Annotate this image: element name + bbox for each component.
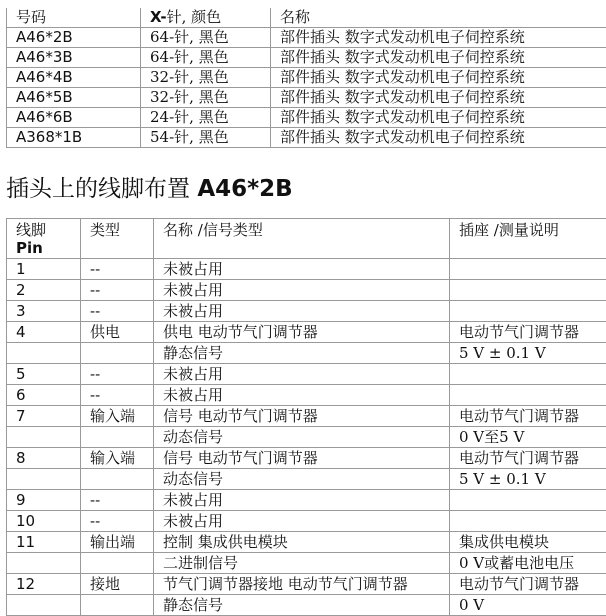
- pin-number: 10: [7, 511, 81, 532]
- pin-table: [6, 218, 606, 616]
- pin-signal-name: 动态信号: [154, 469, 450, 490]
- parts-row: [7, 48, 606, 68]
- parts-row: [7, 28, 606, 48]
- header-signal-name: 名称 /信号类型: [154, 219, 450, 259]
- pin-row: [7, 406, 606, 427]
- header-number: 号码: [7, 8, 141, 28]
- pin-row: [7, 553, 606, 574]
- pin-type: --: [81, 301, 154, 322]
- pin-type: --: [81, 385, 154, 406]
- pin-row: [7, 280, 606, 301]
- pin-socket-note: [450, 301, 606, 322]
- pin-type: [81, 427, 154, 448]
- part-pins-color: 24-针, 黑色: [141, 108, 271, 128]
- pin-signal-name: 静态信号: [154, 595, 450, 616]
- part-name: 部件插头 数字式发动机电子伺控系统: [271, 68, 606, 88]
- pin-type: 供电: [81, 322, 154, 343]
- pin-socket-note: 5 V ± 0.1 V: [450, 469, 606, 490]
- part-name: 部件插头 数字式发动机电子伺控系统: [271, 28, 606, 48]
- pin-socket-note: 0 V或蓄电池电压: [450, 553, 606, 574]
- pin-signal-name: 控制 集成供电模块: [154, 532, 450, 553]
- header-pins-color: X-针, 颜色: [141, 8, 271, 28]
- pin-signal-name: 信号 电动节气门调节器: [154, 406, 450, 427]
- pin-row: [7, 343, 606, 364]
- pin-type: --: [81, 364, 154, 385]
- pin-row: [7, 364, 606, 385]
- part-pins-color: 32-针, 黑色: [141, 68, 271, 88]
- pin-socket-note: 电动节气门调节器: [450, 448, 606, 469]
- pin-row: [7, 448, 606, 469]
- part-name: 部件插头 数字式发动机电子伺控系统: [271, 108, 606, 128]
- part-number: A46*3B: [7, 48, 141, 68]
- header-name: 名称: [271, 8, 606, 28]
- pin-number: [7, 595, 81, 616]
- pin-signal-name: 二进制信号: [154, 553, 450, 574]
- pin-signal-name: 未被占用: [154, 385, 450, 406]
- part-pins-color: 64-针, 黑色: [141, 48, 271, 68]
- pin-row: [7, 259, 606, 280]
- pin-number: 4: [7, 322, 81, 343]
- pin-type: --: [81, 490, 154, 511]
- pin-type: [81, 343, 154, 364]
- pin-number: 7: [7, 406, 81, 427]
- pin-signal-name: 未被占用: [154, 511, 450, 532]
- pin-type: [81, 595, 154, 616]
- pin-socket-note: 电动节气门调节器: [450, 574, 606, 595]
- pin-signal-name: 节气门调节器接地 电动节气门调节器: [154, 574, 450, 595]
- pin-type: 输出端: [81, 532, 154, 553]
- pin-socket-note: [450, 280, 606, 301]
- header-socket: 插座 /测量说明: [450, 219, 606, 259]
- pin-row: [7, 490, 606, 511]
- pin-socket-note: [450, 385, 606, 406]
- pin-number: 9: [7, 490, 81, 511]
- pin-socket-note: [450, 490, 606, 511]
- part-number: A46*5B: [7, 88, 141, 108]
- pin-socket-note: 电动节气门调节器: [450, 322, 606, 343]
- pin-type: [81, 553, 154, 574]
- part-pins-color: 32-针, 黑色: [141, 88, 271, 108]
- pin-type: 输入端: [81, 406, 154, 427]
- pin-signal-name: 未被占用: [154, 490, 450, 511]
- pin-socket-note: 0 V: [450, 595, 606, 616]
- pin-signal-name: 供电 电动节气门调节器: [154, 322, 450, 343]
- pin-number: [7, 469, 81, 490]
- pin-type: [81, 469, 154, 490]
- pin-socket-note: 5 V ± 0.1 V: [450, 343, 606, 364]
- parts-table-header: [7, 8, 606, 28]
- pin-row: [7, 385, 606, 406]
- parts-row: [7, 108, 606, 128]
- pin-type: 接地: [81, 574, 154, 595]
- parts-row: [7, 128, 606, 148]
- part-number: A46*6B: [7, 108, 141, 128]
- part-pins-color: 64-针, 黑色: [141, 28, 271, 48]
- pin-row: [7, 511, 606, 532]
- pin-number: 2: [7, 280, 81, 301]
- pin-socket-note: 集成供电模块: [450, 532, 606, 553]
- pin-signal-name: 未被占用: [154, 301, 450, 322]
- pin-socket-note: 电动节气门调节器: [450, 406, 606, 427]
- parts-table: [6, 8, 606, 148]
- pin-row: [7, 301, 606, 322]
- part-name: 部件插头 数字式发动机电子伺控系统: [271, 48, 606, 68]
- pin-signal-name: 未被占用: [154, 280, 450, 301]
- pin-number: [7, 553, 81, 574]
- pin-signal-name: 静态信号: [154, 343, 450, 364]
- pin-number: 3: [7, 301, 81, 322]
- pin-socket-note: [450, 511, 606, 532]
- section-title: 插头上的线脚布置 A46*2B: [6, 174, 293, 204]
- pin-socket-note: 0 V至5 V: [450, 427, 606, 448]
- pin-number: 8: [7, 448, 81, 469]
- pin-number: 6: [7, 385, 81, 406]
- pin-type: 输入端: [81, 448, 154, 469]
- header-type: 类型: [81, 219, 154, 259]
- pin-signal-name: 未被占用: [154, 364, 450, 385]
- pin-number: 11: [7, 532, 81, 553]
- pin-row: [7, 595, 606, 616]
- pin-row: [7, 469, 606, 490]
- part-number: A368*1B: [7, 128, 141, 148]
- pin-row: [7, 322, 606, 343]
- pin-socket-note: [450, 259, 606, 280]
- pin-type: --: [81, 259, 154, 280]
- pin-signal-name: 动态信号: [154, 427, 450, 448]
- pin-signal-name: 信号 电动节气门调节器: [154, 448, 450, 469]
- part-name: 部件插头 数字式发动机电子伺控系统: [271, 88, 606, 108]
- part-number: A46*2B: [7, 28, 141, 48]
- pin-number: [7, 427, 81, 448]
- pin-number: 12: [7, 574, 81, 595]
- pin-row: [7, 574, 606, 595]
- pin-row: [7, 427, 606, 448]
- parts-row: [7, 88, 606, 108]
- pin-number: 5: [7, 364, 81, 385]
- pin-signal-name: 未被占用: [154, 259, 450, 280]
- pin-number: 1: [7, 259, 81, 280]
- part-pins-color: 54-针, 黑色: [141, 128, 271, 148]
- pin-socket-note: [450, 364, 606, 385]
- pin-type: --: [81, 511, 154, 532]
- part-number: A46*4B: [7, 68, 141, 88]
- part-name: 部件插头 数字式发动机电子伺控系统: [271, 128, 606, 148]
- pin-number: [7, 343, 81, 364]
- pin-row: [7, 532, 606, 553]
- pin-type: --: [81, 280, 154, 301]
- parts-row: [7, 68, 606, 88]
- header-pin: 线脚 Pin: [7, 219, 81, 259]
- pin-table-header: [7, 219, 606, 259]
